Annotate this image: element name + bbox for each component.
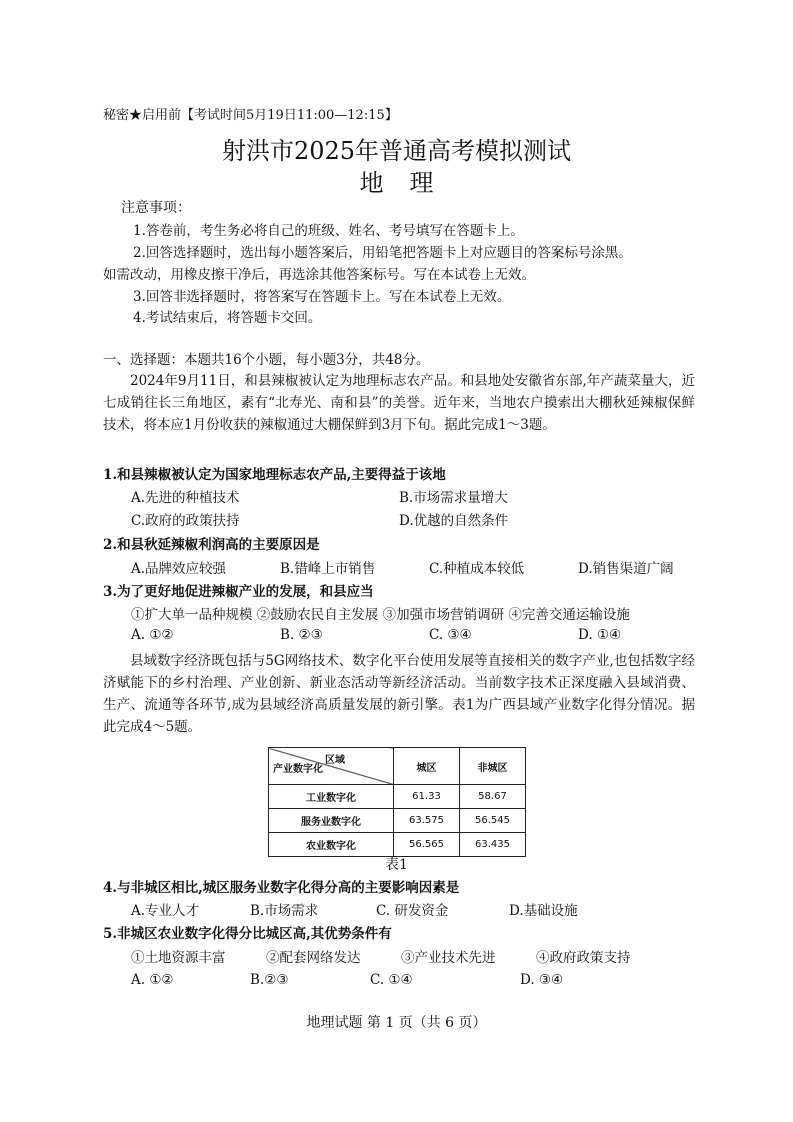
question-3-stem: 3.为了更好地促进辣椒产业的发展，和县应当 <box>103 584 374 600</box>
table-row-label: 工业数字化 <box>269 785 394 809</box>
table-cell: 61.33 <box>394 785 460 809</box>
q5-statement-4: ④政府政策支持 <box>536 950 631 966</box>
table-row <box>269 785 526 809</box>
q4-option-a: A.专业人才 <box>131 903 200 919</box>
q3-option-b: B. ②③ <box>280 627 323 643</box>
q1-option-c: C.政府的政策扶持 <box>131 513 240 529</box>
table-col-header-1: 城区 <box>394 748 460 785</box>
question-4-stem: 4.与非城区相比,城区服务业数字化得分高的主要影响因素是 <box>103 880 460 896</box>
page-footer: 地理试题 第 1 页（共 6 页） <box>306 1015 487 1031</box>
table-corner-top: 区域 <box>325 755 345 766</box>
table-cell: 63.435 <box>460 833 526 857</box>
q3-option-c: C. ③④ <box>429 627 472 643</box>
table-row-label: 农业数字化 <box>269 833 394 857</box>
q3-option-d: D. ①④ <box>578 627 622 643</box>
notice-item-3: 3.回答非选择题时，将答案写在答题卡上。写在本试卷上无效。 <box>133 289 511 305</box>
table-row <box>269 809 526 833</box>
q2-option-c: C.种植成本较低 <box>429 561 525 577</box>
table-caption: 表1 <box>385 857 408 873</box>
q5-option-a: A. ①② <box>131 972 174 988</box>
exam-title: 射洪市2025年普通高考模拟测试 <box>221 137 572 165</box>
table-row-label: 服务业数字化 <box>269 809 394 833</box>
q4-option-c: C. 研发资金 <box>376 903 449 919</box>
q5-statement-1: ①土地资源丰富 <box>131 950 226 966</box>
q5-statement-2: ②配套网络发达 <box>266 950 361 966</box>
question-2-stem: 2.和县秋延辣椒利润高的主要原因是 <box>103 537 320 553</box>
table-cell: 56.565 <box>394 833 460 857</box>
table-cell: 56.545 <box>460 809 526 833</box>
table-1 <box>268 747 526 857</box>
notice-item-1: 1.答卷前，考生务必将自己的班级、姓名、考号填写在答题卡上。 <box>133 223 524 239</box>
question-5-stem: 5.非城区农业数字化得分比城区高,其优势条件有 <box>103 926 392 942</box>
notice-item-2: 2.回答选择题时，选出每小题答案后，用铅笔把答题卡上对应题目的答案标号涂黑。 <box>133 245 632 261</box>
q5-statement-3: ③产业技术先进 <box>401 950 496 966</box>
q1-option-a: A.先进的种植技术 <box>131 490 240 506</box>
section-heading: 一、选择题：本题共16个小题，每小题3分，共48分。 <box>103 352 430 368</box>
table-corner-cell <box>269 748 394 785</box>
table-row <box>269 833 526 857</box>
table-cell: 63.575 <box>394 809 460 833</box>
table-cell: 58.67 <box>460 785 526 809</box>
notice-item-4: 4.考试结束后，将答题卡交回。 <box>133 310 322 326</box>
q1-option-b: B.市场需求量增大 <box>399 490 508 506</box>
passage-1: 2024年9月11日，和县辣椒被认定为地理标志农产品。和县地处安徽省东部,年产蔬菜量大，近七成销往长三角地区，素有“北寿光、南和县”的美誉。近年来，当地农户摸索出大棚秋延辣椒保鲜技术，将本应1月份收获的辣椒通过大棚保鲜到3月下旬。据此完成1～3题。 <box>103 373 695 433</box>
q5-option-d: D. ③④ <box>520 972 564 988</box>
table-col-header-2: 非城区 <box>460 748 526 785</box>
q3-option-a: A. ①② <box>131 627 174 643</box>
q5-option-b: B.②③ <box>250 972 289 988</box>
notice-heading: 注意事项： <box>121 200 191 216</box>
q2-option-d: D.销售渠道广阔 <box>578 561 674 577</box>
q2-option-a: A.品牌效应较强 <box>131 561 227 577</box>
question-1-stem: 1.和县辣椒被认定为国家地理标志农产品,主要得益于该地 <box>103 467 446 483</box>
notice-item-2-cont: 如需改动，用橡皮擦干净后，再选涂其他答案标号。写在本试卷上无效。 <box>103 267 535 283</box>
table-corner-bottom: 产业数字化 <box>273 764 323 775</box>
exam-secret-line: 秘密★启用前【考试时间5月19日11:00—12:15】 <box>103 108 398 123</box>
q1-option-d: D.优越的自然条件 <box>399 513 509 529</box>
q2-option-b: B.错峰上市销售 <box>280 561 376 577</box>
q4-option-b: B.市场需求 <box>250 903 319 919</box>
passage-2: 县域数字经济既包括与5G网络技术、数字化平台使用发展等直接相关的数字产业,也包括数字经济赋能下的乡村治理、产业创新、新业态活动等新经济活动。当前数字技术正深度融入县域消费、生产、流通等各环节,成为县域经济高质量发展的新引擎。表1为广西县域产业数字化得分情况。据此完成4～5题。 <box>103 653 695 735</box>
q3-statements: ①扩大单一品种规模 ②鼓励农民自主发展 ③加强市场营销调研 ④完善交通运输设施 <box>131 607 630 623</box>
q4-option-d: D.基础设施 <box>509 903 578 919</box>
exam-subject: 地理 <box>359 169 460 197</box>
q5-option-c: C. ①④ <box>370 972 413 988</box>
